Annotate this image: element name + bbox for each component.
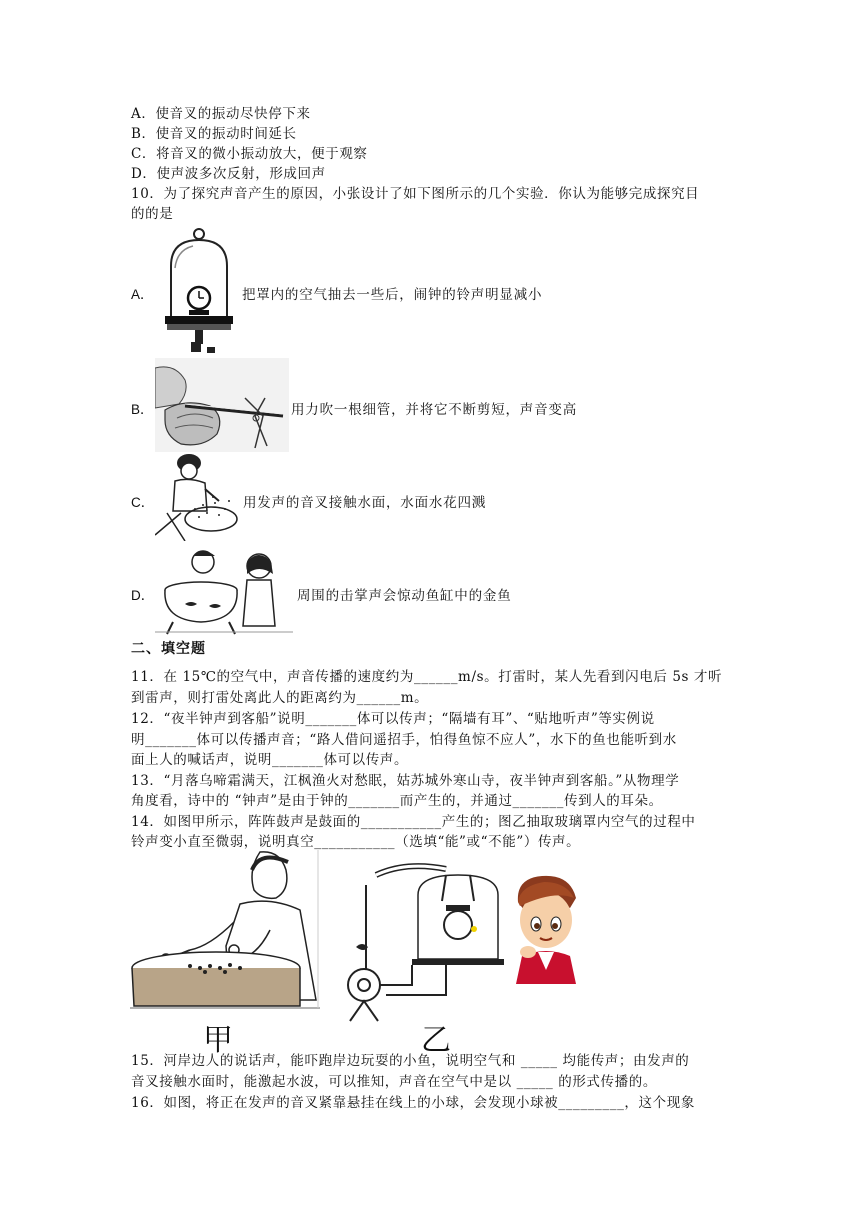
q10-option-c-label: C．	[131, 495, 155, 510]
q10-option-a-label: A．	[131, 287, 154, 302]
figure-caption-yi: 乙	[421, 1023, 451, 1058]
q16-line1: 16．如图，将正在发声的音叉紧靠悬挂在线上的小球，会发现小球被_________，这个现象	[131, 1095, 695, 1111]
q9-option-b: B．使音叉的振动时间延长	[131, 126, 297, 142]
q9-option-d: D．使声波多次反射，形成回声	[131, 166, 326, 182]
q13-line2: 角度看，诗中的 “钟声”是由于钟的_______而产生的，并通过_______传到人的耳朵。	[131, 793, 663, 809]
q9-option-c: C．将音叉的微小振动放大，便于观察	[131, 146, 368, 162]
q11-line1: 11．在 15℃的空气中，声音传播的速度约为______m/s。打雷时，某人先看到闪电后 5s 才听	[131, 669, 723, 685]
q10-stem-line2: 的的是	[131, 206, 174, 222]
q10-option-c-text: 用发声的音叉接触水面，水面水花四溅	[243, 495, 487, 511]
q12-line3: 面上人的喊话声，说明_______体可以传声。	[131, 752, 409, 768]
q12-line1: 12．“夜半钟声到客船”说明_______体可以传声；“隔墙有耳”、“贴地听声”等实例说	[131, 711, 655, 727]
q10-option-d-text: 周围的击掌声会惊动鱼缸中的金鱼	[297, 588, 512, 604]
q13-line1: 13．“月落乌啼霜满天，江枫渔火对愁眠，姑苏城外寒山寺，夜半钟声到客船。”从物理学	[131, 773, 680, 789]
q10-option-d-label: D．	[131, 588, 155, 603]
blowing-tube-figure	[155, 358, 289, 452]
q11-line2: 到雷声，则打雷处离此人的距离约为______m。	[131, 690, 429, 706]
tuning-fork-water-figure	[155, 453, 239, 541]
q14-line1: 14．如图甲所示，阵阵鼓声是鼓面的___________产生的；图乙抽取玻璃罩内空气的过程中	[131, 814, 696, 830]
cartoon-boy-figure	[510, 872, 582, 984]
section-title: 二、填空题	[131, 641, 206, 657]
vacuum-pump-figure	[346, 855, 506, 1023]
figure-caption-jia: 甲	[203, 1023, 233, 1058]
q15-line2: 音叉接触水面时，能激起水波，可以推知，声音在空气中是以 _____ 的形式传播的。	[131, 1074, 657, 1090]
q9-option-a: A．使音叉的振动尽快停下来	[131, 106, 311, 122]
bell-jar-figure	[163, 226, 235, 358]
q15-line1: 15．河岸边人的说话声，能吓跑岸边玩耍的小鱼，说明空气和 _____ 均能传声；由发声的	[131, 1053, 690, 1069]
q10-option-b-text: 用力吹一根细管，并将它不断剪短，声音变高	[291, 402, 577, 418]
goldfish-bowl-figure	[155, 546, 293, 636]
q10-option-b-label: B．	[131, 402, 154, 417]
q10-stem-line1: 10．为了探究声音产生的原因，小张设计了如下图所示的几个实验．你认为能够完成探究目	[131, 186, 700, 202]
q12-line2: 明_______体可以传播声音；“路人借问遥招手，怕得鱼惊不应人”，水下的鱼也能听到水	[131, 732, 677, 748]
q10-option-a-text: 把罩内的空气抽去一些后，闹钟的铃声明显减小	[242, 287, 543, 303]
drum-figure	[130, 850, 320, 1010]
q14-line2: 铃声变小直至微弱，说明真空___________（选填“能”或“不能”）传声。	[131, 834, 581, 850]
